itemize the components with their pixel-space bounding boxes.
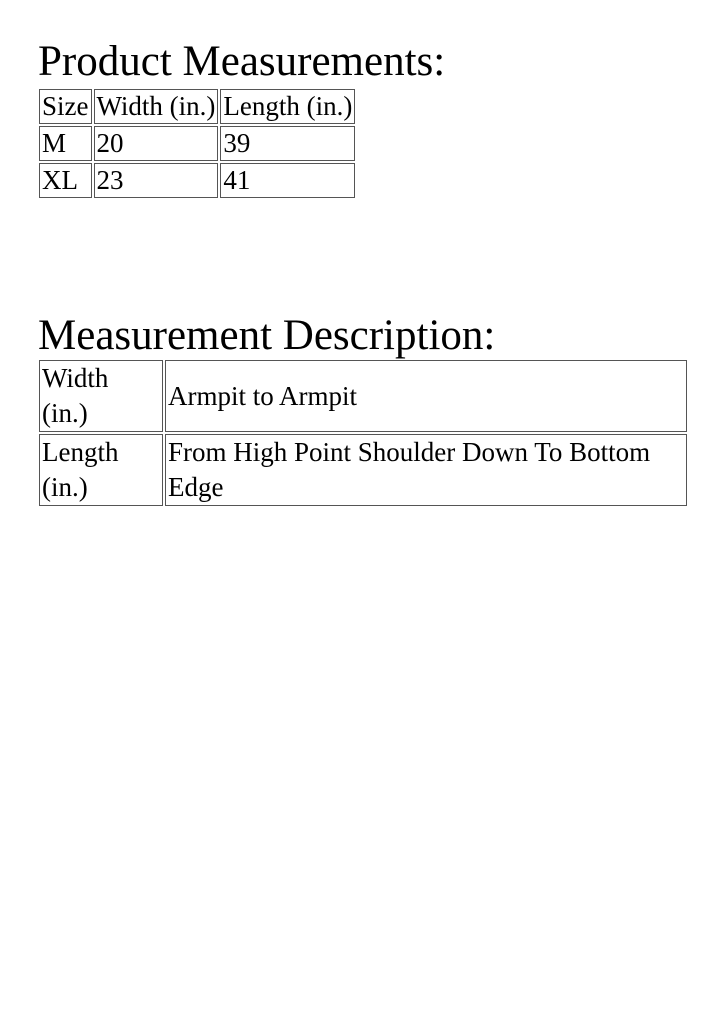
table-cell: 39 [220, 126, 355, 161]
product-measurements-heading: Product Measurements: [38, 38, 446, 85]
table-cell: 23 [94, 163, 219, 198]
table-cell: From High Point Shoulder Down To Bottom Edge [165, 434, 687, 506]
table-row [39, 360, 687, 432]
header-cell-width: Width (in.) [94, 89, 219, 124]
table-row [39, 126, 355, 161]
product-measurements-table [37, 87, 357, 200]
table-cell: Length (in.) [39, 434, 163, 506]
table-cell: 41 [220, 163, 355, 198]
table-cell: M [39, 126, 92, 161]
table-cell: 20 [94, 126, 219, 161]
table-header-row [39, 89, 355, 124]
measurement-description-heading: Measurement Description: [38, 312, 496, 359]
table-cell: Armpit to Armpit [165, 360, 687, 432]
measurement-description-table [37, 358, 689, 508]
table-cell: XL [39, 163, 92, 198]
header-cell-length: Length (in.) [220, 89, 355, 124]
table-row [39, 434, 687, 506]
table-row [39, 163, 355, 198]
table-cell: Width (in.) [39, 360, 163, 432]
header-cell-size: Size [39, 89, 92, 124]
